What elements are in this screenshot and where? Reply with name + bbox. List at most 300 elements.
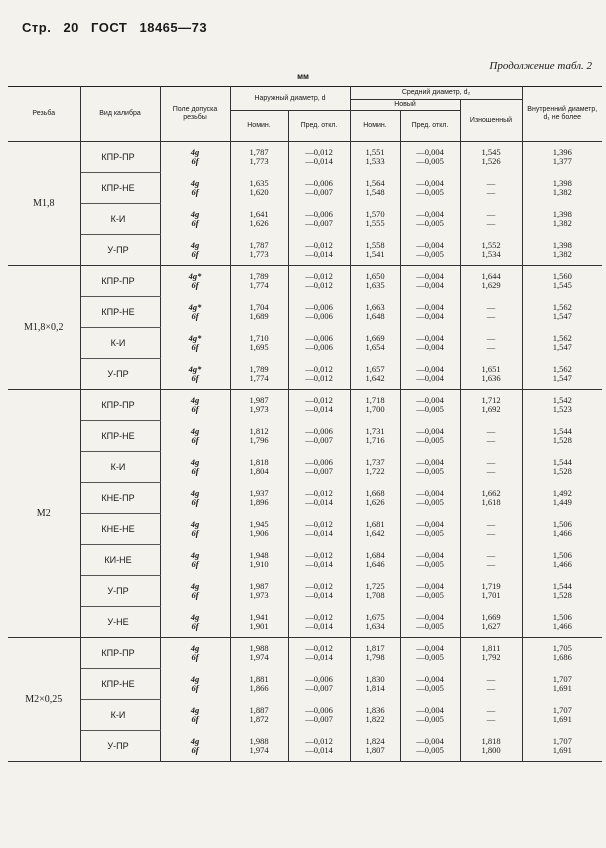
cell-value: 1,689 <box>249 311 269 321</box>
thread-designation: M2 <box>8 390 80 638</box>
cell-value: —0,005 <box>416 620 444 631</box>
cell-worn <box>460 204 522 235</box>
cell-value: —0,006 <box>305 426 333 436</box>
gauge-type: КНЕ-НЕ <box>80 514 160 545</box>
table-row <box>8 328 602 359</box>
cell-tol <box>160 514 230 545</box>
cell-worn <box>460 731 522 762</box>
cell-worn <box>460 421 522 452</box>
cell-nom <box>230 731 288 762</box>
cell-value: 1,774 <box>249 280 269 291</box>
cell-value: 1,705 <box>552 643 572 654</box>
table-row <box>8 142 602 173</box>
cell-value: 1,551 <box>365 147 385 158</box>
table-row <box>8 235 602 266</box>
cell-value: —0,004 <box>416 395 444 406</box>
cell-sdev <box>400 328 460 359</box>
cell-value: 1,818 <box>481 735 501 746</box>
cell-value: 1,398 <box>552 209 572 219</box>
gauge-type: КПР-ПР <box>80 638 160 669</box>
cell-value: 1,528 <box>552 435 572 445</box>
cell-value: 6f <box>191 342 199 352</box>
cell-value: 1,635 <box>365 280 385 291</box>
cell-value: 1,941 <box>249 611 269 622</box>
cell-value: 1,692 <box>481 404 501 415</box>
cell-value: 1,719 <box>481 581 501 591</box>
table-row <box>8 483 602 514</box>
cell-value: — <box>486 209 496 219</box>
table-row <box>8 514 602 545</box>
cell-value: — <box>486 519 496 529</box>
cell-inner <box>522 390 602 421</box>
cell-value: 1,548 <box>365 187 385 197</box>
cell-value: — <box>486 187 496 197</box>
cell-value: — <box>486 311 496 321</box>
cell-value: 1,648 <box>365 311 385 321</box>
cell-dev <box>288 328 350 359</box>
cell-value: — <box>486 333 496 343</box>
cell-value: 1,822 <box>365 714 385 724</box>
cell-value: — <box>486 674 496 684</box>
cell-value: —0,004 <box>416 147 444 158</box>
cell-sdev <box>400 669 460 700</box>
cell-value: 1,691 <box>552 683 572 693</box>
cell-value: 1,466 <box>552 620 572 631</box>
cell-value: 1,651 <box>481 363 501 374</box>
cell-value: 1,887 <box>249 705 269 715</box>
cell-value: 1,668 <box>365 488 385 498</box>
cell-sdev <box>400 452 460 483</box>
cell-value: 1,650 <box>365 271 385 282</box>
cell-value: —0,004 <box>416 488 444 498</box>
cell-snom <box>350 452 400 483</box>
cell-value: 6f <box>191 372 199 383</box>
cell-value: —0,014 <box>305 744 333 755</box>
cell-value: 1,695 <box>249 342 269 352</box>
cell-snom <box>350 142 400 173</box>
table-row <box>8 297 602 328</box>
cell-value: 6f <box>191 620 199 631</box>
cell-value: —0,014 <box>305 652 333 663</box>
cell-inner <box>522 173 602 204</box>
cell-value: —0,004 <box>416 302 444 312</box>
cell-dev <box>288 576 350 607</box>
cell-tol <box>160 421 230 452</box>
table-row <box>8 731 602 762</box>
cell-value: 1,812 <box>249 426 269 436</box>
cell-value: —0,014 <box>305 528 333 538</box>
cell-value: —0,004 <box>416 363 444 374</box>
cell-value: —0,004 <box>416 178 444 188</box>
cell-value: 1,807 <box>365 744 385 755</box>
cell-value: 4g <box>190 705 200 715</box>
cell-inner <box>522 452 602 483</box>
cell-value: —0,006 <box>305 705 333 715</box>
cell-nom <box>230 266 288 297</box>
cell-value: —0,006 <box>305 209 333 219</box>
cell-value: 1,398 <box>552 239 572 250</box>
cell-value: 1,804 <box>249 466 269 476</box>
gauge-type: У-ПР <box>80 576 160 607</box>
cell-value: — <box>486 218 496 228</box>
cell-nom <box>230 700 288 731</box>
cell-value: 1,662 <box>481 488 501 498</box>
cell-value: 6f <box>191 218 199 228</box>
cell-value: 1,547 <box>552 342 572 352</box>
cell-value: —0,005 <box>416 497 444 507</box>
units-label: мм <box>297 72 309 81</box>
cell-value: 6f <box>191 744 199 755</box>
cell-value: 1,544 <box>552 457 572 467</box>
cell-inner <box>522 607 602 638</box>
cell-value: 1,787 <box>249 147 269 158</box>
cell-value: — <box>486 466 496 476</box>
cell-sdev <box>400 700 460 731</box>
cell-value: 4g <box>190 643 200 654</box>
cell-value: 1,570 <box>365 209 385 219</box>
cell-value: 1,626 <box>249 218 269 228</box>
cell-value: 6f <box>191 683 199 693</box>
cell-worn <box>460 545 522 576</box>
cell-inner <box>522 421 602 452</box>
cell-snom <box>350 669 400 700</box>
cell-value: — <box>486 302 496 312</box>
cell-value: 1,523 <box>552 404 572 415</box>
cell-value: 1,792 <box>481 652 501 663</box>
cell-value: —0,004 <box>416 333 444 343</box>
cell-value: —0,012 <box>305 488 333 498</box>
thread-designation: M1,8 <box>8 142 80 266</box>
cell-tol <box>160 731 230 762</box>
table-body <box>8 142 602 762</box>
cell-value: 1,634 <box>365 620 385 631</box>
cell-snom <box>350 514 400 545</box>
cell-sdev <box>400 142 460 173</box>
cell-value: 4g <box>190 209 200 219</box>
cell-nom <box>230 514 288 545</box>
standard-label: ГОСТ <box>91 20 128 35</box>
cell-value: 1,669 <box>481 611 501 622</box>
cell-snom <box>350 297 400 328</box>
cell-nom <box>230 421 288 452</box>
cell-dev <box>288 297 350 328</box>
cell-inner <box>522 297 602 328</box>
gauge-type: КИ-НЕ <box>80 545 160 576</box>
gauge-type: К-И <box>80 700 160 731</box>
cell-value: 1,814 <box>365 683 385 693</box>
cell-value: —0,014 <box>305 497 333 507</box>
continuation-note: Продолжение табл. 2 <box>489 60 592 72</box>
table-row <box>8 359 602 390</box>
gauge-type: У-ПР <box>80 731 160 762</box>
cell-sdev <box>400 483 460 514</box>
cell-value: 1,707 <box>552 735 572 746</box>
cell-nom <box>230 607 288 638</box>
cell-value: —0,014 <box>305 404 333 415</box>
cell-value: —0,005 <box>416 652 444 663</box>
cell-dev <box>288 514 350 545</box>
gauge-type: КПР-НЕ <box>80 669 160 700</box>
gauge-type: КПР-НЕ <box>80 421 160 452</box>
cell-value: 4g <box>190 488 200 498</box>
cell-value: —0,007 <box>305 683 333 693</box>
cell-value: 1,562 <box>552 302 572 312</box>
cell-dev <box>288 142 350 173</box>
gauge-type: КПР-ПР <box>80 266 160 297</box>
header-mid-worn: Изношенный <box>460 100 522 142</box>
cell-tol <box>160 545 230 576</box>
thread-designation: M1,8×0,2 <box>8 266 80 390</box>
cell-value: 1,710 <box>249 333 269 343</box>
cell-value: 1,700 <box>365 404 385 415</box>
cell-value: 1,506 <box>552 519 572 529</box>
table-row <box>8 576 602 607</box>
cell-value: 6f <box>191 156 199 167</box>
cell-value: —0,007 <box>305 187 333 197</box>
cell-value: —0,005 <box>416 248 444 259</box>
cell-value: 1,789 <box>249 363 269 374</box>
cell-inner <box>522 700 602 731</box>
cell-value: 6f <box>191 652 199 663</box>
cell-value: —0,014 <box>305 248 333 259</box>
cell-worn <box>460 297 522 328</box>
cell-value: 1,974 <box>249 652 269 663</box>
cell-nom <box>230 142 288 173</box>
cell-value: —0,004 <box>416 426 444 436</box>
cell-value: —0,004 <box>416 311 444 321</box>
header-mid-deviation: Пред. откл. <box>400 111 460 142</box>
cell-value: —0,007 <box>305 218 333 228</box>
cell-dev <box>288 545 350 576</box>
cell-value: 1,906 <box>249 528 269 538</box>
cell-value: 1,641 <box>249 209 269 219</box>
cell-value: 1,545 <box>552 280 572 291</box>
cell-snom <box>350 607 400 638</box>
cell-value: 4g <box>190 674 200 684</box>
cell-dev <box>288 700 350 731</box>
cell-value: 1,722 <box>365 466 385 476</box>
cell-value: —0,014 <box>305 620 333 631</box>
thread-designation: M2×0,25 <box>8 638 80 762</box>
cell-snom <box>350 731 400 762</box>
cell-value: —0,012 <box>305 280 333 291</box>
cell-value: 1,526 <box>481 156 501 167</box>
cell-value: 1,910 <box>249 559 269 569</box>
cell-worn <box>460 669 522 700</box>
cell-value: —0,006 <box>305 333 333 343</box>
cell-value: 1,618 <box>481 497 501 507</box>
cell-value: 1,830 <box>365 674 385 684</box>
cell-snom <box>350 638 400 669</box>
cell-value: 1,560 <box>552 271 572 282</box>
cell-dev <box>288 607 350 638</box>
cell-value: 1,901 <box>249 620 269 631</box>
cell-worn <box>460 142 522 173</box>
cell-value: 1,541 <box>365 248 385 259</box>
cell-worn <box>460 359 522 390</box>
page-label: Стр. <box>22 20 52 35</box>
table-row <box>8 452 602 483</box>
cell-value: 1,773 <box>249 156 269 167</box>
cell-value: —0,005 <box>416 744 444 755</box>
cell-value: —0,007 <box>305 466 333 476</box>
cell-value: 1,552 <box>481 239 501 250</box>
cell-value: 1,681 <box>365 519 385 529</box>
cell-value: 1,731 <box>365 426 385 436</box>
cell-value: —0,014 <box>305 590 333 600</box>
cell-value: 1,718 <box>365 395 385 406</box>
cell-inner <box>522 483 602 514</box>
cell-value: — <box>486 178 496 188</box>
cell-value: 1,712 <box>481 395 501 406</box>
cell-value: — <box>486 528 496 538</box>
cell-value: —0,012 <box>305 735 333 746</box>
cell-value: 4g* <box>188 363 202 374</box>
cell-inner <box>522 576 602 607</box>
header-inner-diameter: Внутренний диаметр, d₁ не более <box>522 87 602 142</box>
cell-tol <box>160 669 230 700</box>
table-row <box>8 700 602 731</box>
cell-dev <box>288 359 350 390</box>
cell-inner <box>522 638 602 669</box>
cell-value: 1,945 <box>249 519 269 529</box>
cell-value: 6f <box>191 590 199 600</box>
cell-snom <box>350 700 400 731</box>
cell-value: 1,626 <box>365 497 385 507</box>
cell-value: 1,542 <box>552 395 572 406</box>
cell-value: 1,555 <box>365 218 385 228</box>
cell-value: 1,382 <box>552 248 572 259</box>
cell-value: 1,642 <box>365 372 385 383</box>
cell-sdev <box>400 297 460 328</box>
cell-value: — <box>486 714 496 724</box>
cell-nom <box>230 204 288 235</box>
cell-value: — <box>486 550 496 560</box>
table-row <box>8 638 602 669</box>
page-header <box>22 20 215 35</box>
cell-snom <box>350 545 400 576</box>
cell-value: 1,547 <box>552 311 572 321</box>
table-row <box>8 266 602 297</box>
cell-dev <box>288 731 350 762</box>
cell-tol <box>160 607 230 638</box>
cell-value: —0,006 <box>305 674 333 684</box>
cell-value: 6f <box>191 248 199 259</box>
cell-inner <box>522 514 602 545</box>
cell-value: —0,004 <box>416 643 444 654</box>
cell-value: —0,004 <box>416 550 444 560</box>
gauge-type: К-И <box>80 452 160 483</box>
cell-value: 1,544 <box>552 426 572 436</box>
cell-inner <box>522 142 602 173</box>
cell-value: —0,005 <box>416 435 444 445</box>
gauge-type: К-И <box>80 328 160 359</box>
cell-value: 4g <box>190 611 200 622</box>
cell-value: —0,005 <box>416 404 444 415</box>
cell-inner <box>522 359 602 390</box>
cell-tol <box>160 142 230 173</box>
cell-snom <box>350 359 400 390</box>
cell-value: 1,492 <box>552 488 572 498</box>
cell-sdev <box>400 576 460 607</box>
cell-value: 4g <box>190 395 200 406</box>
cell-value: 4g <box>190 581 200 591</box>
cell-value: 1,466 <box>552 528 572 538</box>
table-row <box>8 545 602 576</box>
cell-value: 1,528 <box>552 590 572 600</box>
cell-value: 1,691 <box>552 714 572 724</box>
cell-value: —0,004 <box>416 705 444 715</box>
cell-value: 1,881 <box>249 674 269 684</box>
cell-value: 1,836 <box>365 705 385 715</box>
cell-worn <box>460 483 522 514</box>
cell-value: 6f <box>191 466 199 476</box>
cell-value: —0,004 <box>416 239 444 250</box>
cell-tol <box>160 235 230 266</box>
cell-inner <box>522 328 602 359</box>
cell-value: 1,533 <box>365 156 385 167</box>
header-mid-new: Новый <box>350 100 460 111</box>
cell-dev <box>288 421 350 452</box>
cell-value: 1,657 <box>365 363 385 374</box>
cell-nom <box>230 359 288 390</box>
cell-sdev <box>400 390 460 421</box>
cell-tol <box>160 297 230 328</box>
cell-dev <box>288 638 350 669</box>
cell-snom <box>350 266 400 297</box>
cell-nom <box>230 235 288 266</box>
cell-value: 1,824 <box>365 735 385 746</box>
table-row <box>8 421 602 452</box>
gauge-type: КПР-НЕ <box>80 297 160 328</box>
header-gauge: Вид калибра <box>80 87 160 142</box>
cell-dev <box>288 266 350 297</box>
cell-value: 1,987 <box>249 395 269 406</box>
cell-value: —0,005 <box>416 590 444 600</box>
cell-value: 1,707 <box>552 705 572 715</box>
cell-value: 6f <box>191 528 199 538</box>
cell-value: 6f <box>191 311 199 321</box>
cell-sdev <box>400 514 460 545</box>
cell-value: 4g <box>190 735 200 746</box>
cell-value: 4g <box>190 550 200 560</box>
cell-inner <box>522 669 602 700</box>
cell-nom <box>230 328 288 359</box>
cell-value: 1,811 <box>481 643 501 654</box>
cell-value: 1,564 <box>365 178 385 188</box>
gauge-type: У-ПР <box>80 235 160 266</box>
cell-worn <box>460 328 522 359</box>
cell-value: 1,818 <box>249 457 269 467</box>
table-row <box>8 607 602 638</box>
cell-value: 1,398 <box>552 178 572 188</box>
cell-value: —0,012 <box>305 363 333 374</box>
cell-dev <box>288 204 350 235</box>
table-row <box>8 173 602 204</box>
cell-sdev <box>400 204 460 235</box>
cell-value: —0,006 <box>305 178 333 188</box>
cell-inner <box>522 266 602 297</box>
cell-snom <box>350 483 400 514</box>
cell-value: 1,547 <box>552 372 572 383</box>
gauge-type: У-НЕ <box>80 607 160 638</box>
cell-value: 1,545 <box>481 147 501 158</box>
cell-sdev <box>400 235 460 266</box>
cell-value: 1,974 <box>249 744 269 755</box>
gauge-table <box>8 86 602 762</box>
cell-value: 1,774 <box>249 372 269 383</box>
cell-inner <box>522 204 602 235</box>
